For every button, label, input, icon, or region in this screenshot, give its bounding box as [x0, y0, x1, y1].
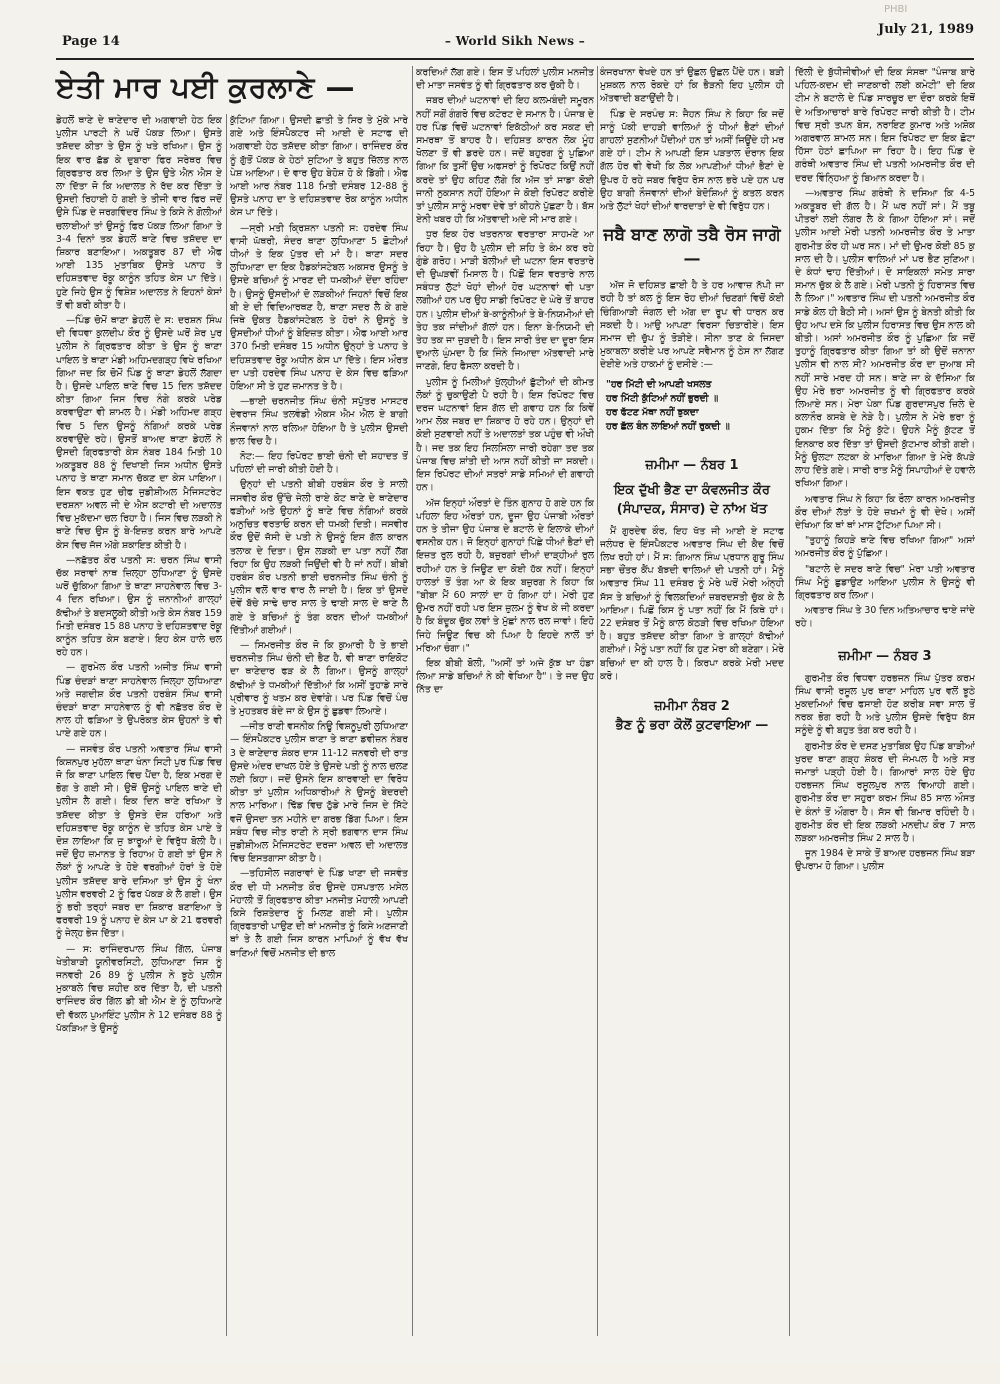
- paragraph: —ਨਛੱਤਰ ਕੌਰ ਪਤਨੀ ਸ: ਚਰਨ ਸਿੰਘ ਵਾਸੀ ਚੱਕ ਸਰਾਵਾਂ ਨਾਥ ਜ਼ਿਲ੍ਹਾ ਲੁਧਿਆਣਾ ਨੂੰ ਉਸਦੇ ਘਰੋਂ ਚੁੱਕਿਆ ਗਿਆ ਤੇ ਥਾਣਾ ਸਾਹਨੇਵਾਲ ਵਿਚ 3-4 ਦਿਨ ਰਖਿਆ। ਉਸ ਨੂੰ ਜ਼ਨਾਨੀਆਂ ਗਾਲ੍ਹਾਂ ਕੱਢੀਆਂ ਤੇ ਬਦਸਲੂਕੀ ਕੀਤੀ ਅਤੇ ਕੇਸ ਨੰਬਰ 159 ਮਿਤੀ ਦਸੰਬਰ 15 88 ਪਨਾਹ ਤੇ ਦਹਿਸ਼ਤਵਾਦ ਰੋਕੂ ਕਾਨੂੰਨ ਤਹਿਤ ਕੇਸ ਬਣਾਏ। ਇਹ ਕੇਸ ਹਾਲੇ ਚਲ ਰਹੇ ਹਨ।: [56, 554, 222, 659]
- paragraph: ਦਿੱਲੀ ਦੇ ਬੁੱਧੀਜੀਵੀਆਂ ਦੀ ਇਕ ਸੰਸਥਾ "ਪੰਜਾਬ ਬਾਰੇ ਪਹਿਲ-ਕਦਮ ਦੀ ਜਾਣਕਾਰੀ ਲਈ ਕਮੇਟੀ" ਦੀ ਇਕ ਟੀਮ ਨੇ ਬਟਾਲੇ ਦੇ ਪਿੰਡ ਸਾਰਚੂਰ ਦਾ ਦੌਰਾ ਕਰਕੇ ਇਥੋਂ ਦੇ ਅਤਿਆਚਾਰਾਂ ਬਾਰੇ ਰਿਪੋਰਟ ਜਾਰੀ ਕੀਤੀ ਹੈ। ਟੀਮ ਵਿਚ ਸ੍ਰੀ ਤਪਨ ਬੋਸ, ਨਰਾਇਣ ਕੁਮਾਰ ਅਤੇ ਅਸ਼ੋਕ ਅਗਰਵਾਲ ਸ਼ਾਮਲ ਸਨ। ਇਸ ਰਿਪੋਰਟ ਦਾ ਇਕ ਛੋਟਾ ਹਿੱਸਾ ਹੇਠਾਂ ਛਾਪਿਆ ਜਾ ਰਿਹਾ ਹੈ। ਇਹ ਪਿੰਡ ਦੇ ਗਰੰਥੀ ਅਵਤਾਰ ਸਿੰਘ ਦੀ ਪਤਨੀ ਅਮਰਜੀਤ ਕੌਰ ਦੀ ਦਰਦ ਵਿੰਨ੍ਹਿਆ ਨੂੰ ਬਿਆਨ ਕਰਦਾ ਹੈ।: [795, 67, 975, 184]
- paragraph: ਕਰਦਿਆਂ ਲੱਗ ਗਏ। ਇਸ ਤੋਂ ਪਹਿਲਾਂ ਪੁਲੀਸ ਮਨਜੀਤ ਦੀ ਮਾਤਾ ਜਸਵੰਤ ਨੂੰ ਵੀ ਗ੍ਰਿਫਤਾਰ ਕਰ ਚੁੱਕੀ ਹੈ।: [416, 67, 594, 92]
- article-column-3: [416, 66, 594, 1336]
- paragraph: ਡੇਹਲੋਂ ਥਾਣੇ ਦੇ ਥਾਣੇਦਾਰ ਦੀ ਅਗਵਾਈ ਹੇਠ ਇਕ ਪੁਲੀਸ ਪਾਰਟੀ ਨੇ ਘਰੋਂ ਪੱਕੜ ਲਿਆ। ਉਸਤੇ ਤਸ਼ੱਦਦ ਕੀਤਾ ਤੇ ਉਸ ਨੂੰ ਖਤੇ ਰਖਿਆ। ਉਸ ਨੂੰ ਇਕ ਵਾਰ ਛੱਡ ਕੇ ਦੁਬਾਰਾ ਫਿਰ ਸਰੇਥਰ ਵਿਚ ਗ੍ਰਿਫਤਾਰ ਕਰ ਲਿਆ ਤੇ ਉਸ ਉਤੇ ਐਨ ਐਸ ਏ ਲਾ ਦਿੱਤਾ ਜੋ ਕਿ ਅਦਾਲਤ ਨੇ ਰੱਦ ਕਰ ਦਿੱਤਾ ਤੇ ਉਸਦੀ ਰਿਹਾਈ ਹੋ ਗਈ ਤੇ ਤੀਜੀ ਵਾਰ ਫਿਰ ਜਦੋਂ ਉਸੇ ਪਿੰਡ ਦੇ ਜਰਗਵਿੰਦਰ ਸਿੰਘ ਤੇ ਕਿਸੇ ਨੇ ਗੋਲੀਆਂ ਚਲਾਈਆਂ ਤਾਂ ਉਸਨੂੰ ਫਿਰ ਪੱਕੜ ਲਿਆ ਗਿਆ ਤੇ 3-4 ਦਿਨਾਂ ਤਕ ਡੇਹਲੋਂ ਥਾਣੇ ਵਿਚ ਤਸ਼ੱਦਦ ਦਾ ਸ਼ਿਕਾਰ ਬਣਾਇਆ। ਅਕਤੂਬਰ 87 ਦੀ ਐਫ ਆਈ 135 ਮੁਤਾਬਿਕ ਉਸਤੇ ਪਨਾਹ ਤੇ ਦਹਿਸ਼ਤਵਾਦ ਰੋਕੂ ਕਾਨੂੰਨ ਤਹਿਤ ਕੇਸ ਪਾ ਦਿੱਤੇ। ਹੁਣੇ ਜਿਹੇ ਉਸ ਨੂੰ ਵਿਸ਼ੇਸ਼ ਅਦਾਲਤ ਨੇ ਇਹਨਾਂ ਕੇਸਾਂ ਤੋਂ ਵੀ ਬਰੀ ਕੀਤਾ ਹੈ।: [56, 115, 222, 311]
- poem-line: "ਹਰ ਮਿੱਟੀ ਦੀ ਆਪਣੀ ਖਸਲਤ: [606, 378, 712, 390]
- paragraph: ਕੁੱਟਿਆ ਗਿਆ। ਉਸਦੀ ਛਾਤੀ ਤੇ ਸਿਰ ਤੇ ਮੁੱਕੇ ਮਾਰੇ ਗਏ ਅਤੇ ਇੰਸਪੈਕਟਰ ਜੀ ਆਈ ਦੇ ਸਟਾਫ ਦੀ ਅਗਵਾਈ ਹੇਠ ਤਸ਼ੱਦਦ ਕੀਤਾ ਗਿਆ। ਰਾਜਿੰਦਰ ਕੌਰ ਨੂੰ ਗੁੱਤੋਂ ਪੱਕੜ ਕੇ ਹੇਠਾਂ ਸੁਟਿਆ ਤੇ ਬਹੁਤ ਜ਼ਿੱਲਤ ਨਾਲ ਪੇਸ਼ ਆਇਆ। ਦੋ ਵਾਰ ਉਹ ਬੇਹੋਸ਼ ਹੋ ਕੇ ਡਿੱਗੀ। ਐਫ ਆਈ ਆਰ ਨੰਬਰ 118 ਮਿਤੀ ਦਸੰਬਰ 12-88 ਨੂੰ ਉਸਤੇ ਪਨਾਹ ਦਾ ਤੇ ਦਹਿਸ਼ਤਵਾਦ ਰੋਕ ਕਾਨੂੰਨ ਅਧੀਨ ਕੇਸ ਪਾ ਦਿੱਤੇ।: [230, 115, 408, 219]
- paragraph: ਨੋਟ:— ਇਹ ਰਿਪੋਰਟ ਭਾਈ ਚੰਨੀ ਦੀ ਸ਼ਹਾਦਤ ਤੋਂ ਪਹਿਲਾਂ ਦੀ ਜਾਰੀ ਕੀਤੀ ਹੋਈ ਹੈ।: [230, 451, 408, 476]
- paragraph: ਧੁਰ ਇਕ ਹੋਰ ਖਤਰਨਾਕ ਵਰਤਾਰਾ ਸਾਹਮਣੇ ਆ ਰਿਹਾ ਹੈ। ਉਹ ਹੈ ਪੁਲੀਸ ਦੀ ਸ਼ਹਿ ਤੇ ਕੰਮ ਕਰ ਰਹੇ ਗੁੰਡੇ ਗਰੋਹ। ਮਾੜੀ ਬੋਲੀਆਂ ਦੀ ਘਟਨਾ ਇਸ ਵਰਤਾਰੇ ਦੀ ਉਘੜਵੀਂ ਮਿਸਾਲ ਹੈ। ਪਿੱਛੋਂ ਇਸ ਵਰਤਾਰੇ ਨਾਲ ਸਬੰਧਤ ਲੁੱਟਾਂ ਖੋਹਾਂ ਦੀਆਂ ਹੋਰ ਘਟਨਾਵਾਂ ਵੀ ਪਤਾ ਲਗੀਆਂ ਹਨ ਪਰ ਉਹ ਸਾਡੀ ਰਿਪੋਰਟ ਦੇ ਘੇਰੇ ਤੋਂ ਬਾਹਰ ਹਨ। ਪੁਲੀਸ ਦੀਆਂ ਬੇ-ਕਾਨੂੰਨੀਆਂ ਤੇ ਬੇ-ਨਿਯਮੀਆਂ ਦੀ ਤੇਹ ਤਕ ਜਾਂਦੀਆਂ ਗੱਲਾਂ ਹਨ। ਇਨਾ ਬੇ-ਨਿਯਮੀ ਦੀ ਤੇਹ ਤਕ ਜਾ ਜੁੜਦੀ ਹੈ। ਇਸ ਸਾਰੀ ਤੰਦ ਦਾ ਦੂਰਾ ਇਸ ਦੁਆਲੇ ਘੁੰਮਦਾ ਹੈ ਕਿ ਜਿੰਨੇ ਜਿਆਦਾ ਅੱਤਵਾਦੀ ਮਾਰੇ ਜਾਣਗੇ, ਇਹ ਫੈਸਲਾ ਕਰਦੀ ਹੈ।: [416, 229, 594, 373]
- appendix-2-title: ਜ਼ਮੀਮਾ ਨੰਬਰ 2: [654, 699, 730, 715]
- paragraph: ਕੰਜਰਖਾਨਾ ਵੇਖਦੇ ਹਨ ਤਾਂ ਉਛਲ ਉਛਲ ਪੈਂਦੇ ਹਨ। ਬੜੀ ਮੁਸ਼ਕਲ ਨਾਲ ਰੋਕਦੇ ਹਾਂ ਕਿ ਭੈੜਨੀ ਇਹ ਪੁਲੀਸ ਹੀ ਅੱਤਵਾਦੀ ਬਣਾਉਂਦੀ ਹੈ।: [600, 67, 784, 105]
- column-rule: [789, 66, 790, 1336]
- paragraph: — ਜਸਵੰਤ ਕੌਰ ਪਤਨੀ ਅਵਤਾਰ ਸਿੰਘ ਵਾਸੀ ਕਿਸ਼ਨਪੁਰ ਮੁਹੱਲਾ ਥਾਣਾ ਖੰਨਾ ਸਿਟੀ ਪੁਰ ਪਿੰਡ ਵਿਚ ਜੋ ਕਿ ਥਾਣਾ ਪਾਇਲ ਵਿਚ ਪੈਂਦਾ ਹੈ, ਇਕ ਮਰਗ ਦੇ ਭੋਗ ਤੇ ਗਈ ਸੀ। ਉਥੋਂ ਉਸਨੂੰ ਪਾਇਲ ਥਾਣੇ ਦੀ ਪੁਲੀਸ ਲੈ ਗਈ। ਇਕ ਦਿਨ ਥਾਣੇ ਰਖਿਆ ਤੇ ਤਸ਼ੱਦਦ ਕੀਤਾ ਤੇ ਉਸਤੇ ਦੋਸ਼ ਹਰਿਆ ਅਤੇ ਦਹਿਸ਼ਤਵਾਦ ਰੋਕੂ ਕਾਨੂੰਨ ਦੇ ਤਹਿਤ ਕੇਸ ਪਾਏ ਤੇ ਦੋਸ਼ ਲਾਇਆ ਕਿ ਜੁ ਝਾਰੂਆਂ ਦੇ ਵਿਰੁੱਧ ਬੋਲੀ ਹੈ। ਜਦੋਂ ਉਹ ਜ਼ਮਾਨਤ ਤੇ ਰਿਹਾਅ ਹੋ ਗਈ ਤਾਂ ਉਸ ਨੇ ਲੋਕਾਂ ਨੂੰ ਆਪਣੇ ਤੇ ਹੋਏ ਵਰਗੀਆਂ ਹੋਰਾਂ ਤੇ ਹੋਏ ਪੁਲੀਸ ਤਸ਼ੱਦਦ ਬਾਰੇ ਦਸਿਆ ਤਾਂ ਉਸ ਨੂੰ ਖੰਨਾ ਪੁਲੀਸ ਵਰਵਰੀ 2 ਨੂੰ ਫਿਰ ਪੱਕੜ ਕੇ ਲੈ ਗਈ। ਉਸ ਨੂੰ ਭਰੀ ਤਰ੍ਹਾਂ ਜਬਰ ਦਾ ਸ਼ਿਕਾਰ ਬਣਾਇਆ ਤੇ ਫਰਵਰੀ 19 ਨੂੰ ਪਨਾਹ ਦੇ ਕੇਸ ਪਾ ਕੇ 21 ਫਰਵਰੀ ਨੂੰ ਜੇਲ੍ਹ ਭੇਜ ਦਿੱਤਾ।: [56, 743, 222, 940]
- paragraph: — ਸ: ਰਾਜਿੰਦਰਪਾਲ ਸਿੰਘ ਗਿੱਲ, ਪੰਜਾਬ ਖੇਤੀਬਾੜੀ ਯੂਨੀਵਰਸਿਟੀ, ਲੁਧਿਆਣਾ ਜਿਸ ਨੂੰ ਜਨਵਰੀ 26 89 ਨੂੰ ਪੁਲੀਸ ਨੇ ਝੂਠੇ ਪੁਲੀਸ ਮੁਕਾਬਲੇ ਵਿਚ ਸ਼ਹੀਦ ਕਰ ਦਿੱਤਾ ਹੈ, ਦੀ ਪਤਨੀ ਰਾਜਿੰਦਰ ਕੌਰ ਗਿੱਲ ਡੀ ਬੀ ਐਮ ਏ ਨੂੰ ਲੁਧਿਆਣੇ ਦੀ ਵੱਕਲ ਪੁਆਇੰਟ ਪੁਲੀਸ ਨੇ 12 ਦਸੰਬਰ 88 ਨੂੰ ਪੱਕੜਿਆ ਤੇ ਉਸਨੂੰ: [56, 943, 222, 1034]
- paragraph: —ਭਾਈ ਚਰਨਜੀਤ ਸਿੰਘ ਚੰਨੀ ਸਪੁੱਤਰ ਮਾਸਟਰ ਦੇਵਰਾਜ ਸਿੰਘ ਤਲਵੰਡੀ ਐਕਸ ਐਮ ਐਲ ਏ ਬਾਗੀ ਨੌਜਵਾਨਾਂ ਨਾਲ ਰਲਿਆ ਹੋਇਆ ਹੈ ਤੇ ਪੁਲੀਸ ਉਸਦੀ ਭਾਲ ਵਿਚ ਹੈ।: [230, 396, 408, 447]
- poem-quote: [606, 378, 784, 434]
- appendix-2-subtitle: ਭੈਣ ਨੂੰ ਭਰਾ ਕੋਲੋਂ ਕੁਟਵਾਇਆ —: [615, 718, 769, 734]
- paragraph: ਅਵਤਾਰ ਸਿੰਘ ਤੇ 30 ਦਿਨ ਅਤਿਆਚਾਰ ਢਾਏ ਜਾਂਦੇ ਰਹੇ।: [795, 605, 975, 630]
- article-column-2: [230, 114, 408, 1384]
- main-headline: ਏਤੀ ਮਾਰ ਪਈ ਕੁਰਲਾਣੇ —: [56, 70, 355, 104]
- poem-line: ਹਰ ਫੱਟਣ ਮੱਥਾ ਨਹੀਂ ਝੁਕਦਾ: [606, 406, 699, 418]
- section-subheading: ਜਬੈ ਬਾਣ ਲਾਗੋ ਤਬੈ ਰੋਸ ਜਾਗੋ —: [603, 225, 781, 270]
- paragraph: ਇਕ ਬੀਬੀ ਬੋਲੀ, "ਅਸੀਂ ਤਾਂ ਅਜੇ ਕੁੱਝ ਖਾ ਹੰਡਾ ਲਿਆ ਸਾਡੇ ਬਚਿਆਂ ਨੇ ਕੀ ਵੇਖਿਆ ਹੈ"। ਤੇ ਜਦ ਉਹ ਨਿੱਤ ਦਾ: [416, 657, 594, 696]
- paragraph: ਪਿੰਡ ਦੇ ਸਰਪੰਚ ਸ: ਜੈਹਨ ਸਿੰਘ ਨੇ ਕਿਹਾ ਕਿ ਜਦੋਂ ਸਾਨੂੰ ਪੱਕੀ ਦਾਹੜੀ ਵਾਲਿਆਂ ਨੂੰ ਧੀਆਂ ਭੈਣਾਂ ਦੀਆਂ ਗਾਹਲਾਂ ਸੁਣਨੀਆਂ ਪੈਂਦੀਆਂ ਹਨ ਤਾਂ ਅਸੀਂ ਜਿਊਂਦੇ ਹੀ ਮਰ ਗਏ ਹਾਂ। ਟੀਮ ਨੇ ਆਪਣੀ ਇਸ ਪੜਤਾਲ ਦੌਰਾਨ ਇਕ ਗੱਲ ਹੋਰ ਵੀ ਵੇਖੀ ਕਿ ਲੋਕ ਆਪਣੀਆਂ ਧੀਆਂ ਭੈਣਾਂ ਦੇ ਉਪਰ ਹੋ ਰਹੇ ਜਬਰ ਵਿਰੁੱਧ ਰੋਸ ਨਾਲ ਭਰੇ ਪਏ ਹਨ ਪਰ ਉਹ ਬਾਗੀ ਨੌਜਵਾਨਾਂ ਦੀਆਂ ਬੇਦੋਸ਼ਿਆਂ ਨੂੰ ਕਤਲ ਕਰਨ ਅਤੇ ਲੁੱਟਾਂ ਖੋਹਾਂ ਦੀਆਂ ਵਾਰਦਾਤਾਂ ਦੇ ਵੀ ਵਿਰੁੱਧ ਹਨ।: [600, 108, 784, 213]
- article-column-5: [795, 66, 975, 1336]
- publication-title: – World Sikh News –: [444, 34, 586, 48]
- appendix-3-title: ਜ਼ਮੀਮਾ — ਨੰਬਰ 3: [838, 648, 932, 664]
- paragraph: "ਤੁਹਾਨੂੰ ਕਿਹੜੇ ਥਾਣੇ ਵਿਚ ਰਖਿਆ ਗਿਆ" ਅਸਾਂ ਅਮਰਜੀਤ ਕੌਰ ਨੂੰ ਪੁੱਛਿਆ।: [795, 535, 975, 560]
- poem-line: ਹਰ ਮਿੱਟੀ ਕੁੱਟਿਆਂ ਨਹੀਂ ਭੁਰਦੀ ॥: [606, 392, 718, 404]
- page-number: Page 14: [62, 34, 120, 49]
- paragraph: —ਸ੍ਰੀ ਮਤੀ ਕ੍ਰਿਸ਼ਨਾ ਪਤਨੀ ਸ: ਹਰਦੇਵ ਸਿੰਘ ਵਾਸੀ ਘੱਥਰੀ, ਸੰਦਰ ਥਾਣਾ ਲੁਧਿਆਣਾ 5 ਛੋਟੀਆਂ ਧੀਆਂ ਤੇ ਇਕ ਪੁੱਤਰ ਦੀ ਮਾਂ ਹੈ। ਥਾਣਾ ਸਦਰ ਲੁਧਿਆਣਾ ਦਾ ਇਕ ਹੈਡਕਾਂਸਟੇਬਲ ਅਕਸਰ ਉਸਨੂੰ ਤੇ ਉਸਦੇ ਬਚਿਆਂ ਨੂੰ ਮਾਰਣ ਦੀ ਧਮਕੀਆਂ ਦੇਂਦਾ ਰਹਿੰਦਾ ਹੈ। ਉਸਨੂੰ ਉਸਦੀਆਂ ਦੋ ਲੜਕੀਆਂ ਜਿਹਨਾਂ ਵਿਚੋਂ ਇਕ ਬੀ ਏ ਦੀ ਵਿਦਿਆਰਥਣ ਹੈ, ਥਾਣਾ ਸਦਰ ਲੈ ਕੇ ਗਏ ਜਿਥੇ ਉਕਤ ਹੈਡਕਾਂਸਟੇਬਲ ਤੇ ਹੋਰਾਂ ਨੇ ਉਸਨੂੰ ਤੇ ਉਸਦੀਆਂ ਧੀਆਂ ਨੂੰ ਬੇਇਜ਼ਤ ਕੀਤਾ। ਐਫ ਆਈ ਆਰ 370 ਮਿਤੀ ਦਸੰਬਰ 15 ਅਧੀਨ ਉਨ੍ਹਾਂ ਤੇ ਪਨਾਹ ਤੇ ਦਹਿਸ਼ਤਵਾਦ ਰੋਕੂ ਅਧੀਨ ਕੇਸ ਪਾ ਦਿੱਤੇ। ਇਸ ਔਰਤ ਦਾ ਪਤੀ ਹਰਦੇਵ ਸਿੰਘ ਪਨਾਹ ਦੇ ਕੇਸ ਵਿਚ ਫੜਿਆ ਹੋਇਆ ਸੀ ਤੇ ਹੁਣ ਜ਼ਮਾਨਤ ਤੇ ਹੈ।: [230, 222, 408, 393]
- column-rule: [226, 114, 227, 1336]
- paragraph: "ਬਟਾਲੇ ਦੇ ਸਦਰ ਥਾਣੇ ਵਿਚ" ਮੇਰਾ ਪਤੀ ਅਵਤਾਰ ਸਿੰਘ ਮੈਨੂੰ ਛੁਡਾਉਣ ਆਇਆ ਪੁਲੀਸ ਨੇ ਉਸਨੂੰ ਵੀ ਗ੍ਰਿਫਤਾਰ ਕਰ ਲਿਆ।: [795, 563, 975, 601]
- paragraph: ਅੱਜ ਇਨ੍ਹਾਂ ਔਰਤਾਂ ਦੇ ਤਿੰਨ ਗੁਨਾਹ ਹੋ ਗਏ ਹਨ ਕਿ ਪਹਿਲਾ ਇਹ ਔਰਤਾਂ ਹਨ, ਦੂਜਾ ਉਹ ਪੰਜਾਬੀ ਔਰਤਾਂ ਹਨ ਤੇ ਤੀਜਾ ਉਹ ਪੰਜਾਬ ਦੇ ਬਟਾਲੇ ਦੇ ਇਲਾਕੇ ਦੀਆਂ ਵਸਨੀਕ ਹਨ। ਜੋ ਇਨ੍ਹਾਂ ਗੁਨਾਹਾਂ ਪਿੱਛੇ ਧੀਆਂ ਭੈਣਾਂ ਦੀ ਇਜ਼ਤ ਰੁਲ ਰਹੀ ਹੈ, ਬਜ਼ੁਰਗਾਂ ਦੀਆਂ ਦਾੜ੍ਹੀਆਂ ਰੁਲ ਰਹੀਆਂ ਹਨ ਤੇ ਜਿਊਣ ਦਾ ਕੋਈ ਹੱਕ ਨਹੀਂ। ਇਨ੍ਹਾਂ ਹਾਲਤਾਂ ਤੋਂ ਤੰਗ ਆ ਕੇ ਇਕ ਬਜ਼ੁਰਗ ਨੇ ਕਿਹਾ ਕਿ "ਬੀਬਾ ਮੈਂ 60 ਸਾਲਾਂ ਦਾ ਹੋ ਗਿਆ ਹਾਂ। ਮੇਰੀ ਹੁਣ ਉਮਰ ਨਹੀਂ ਰਹੀ ਪਰ ਇਸ ਜ਼ੁਲਮ ਨੂੰ ਵੇਖ ਕੇ ਜੀ ਕਰਦਾ ਹੈ ਕਿ ਬੰਦੂਕ ਚੁੱਕ ਲਵਾਂ ਤੇ ਮੁੱਛਾਂ ਨਾਲ ਰਲ ਜਾਵਾਂ। ਇਹੋ ਜਿਹੇ ਜਿਊਣ ਵਿਚ ਕੀ ਪਿਆ ਹੈ ਇਹਦੇ ਨਾਲੋਂ ਤਾਂ ਮਰਿਆ ਚੰਗਾ।": [416, 497, 594, 654]
- paragraph: ਪੁਲੀਸ ਨੂੰ ਮਿਲੀਆਂ ਖੁੱਲ੍ਹੀਆਂ ਛੁੱਟੀਆਂ ਦੀ ਕੀਮਤ ਲੋਕਾਂ ਨੂੰ ਚੁਕਾਉਣੀ ਪੈ ਰਹੀ ਹੈ। ਇਸ ਰਿਪੋਰਟ ਵਿਚ ਦਰਜ ਘਟਨਾਵਾਂ ਇਸ ਗੱਲ ਦੀ ਗਵਾਹ ਹਨ ਕਿ ਕਿਵੇਂ ਆਮ ਲੋਕ ਜਬਰ ਦਾ ਸ਼ਿਕਾਰ ਹੋ ਰਹੇ ਹਨ। ਉਨ੍ਹਾਂ ਦੀ ਕੋਈ ਸੁਣਵਾਈ ਨਹੀਂ ਤੇ ਅਦਾਲਤਾਂ ਤਕ ਪਹੁੰਚ ਵੀ ਔਖੀ ਹੈ। ਜਦ ਤਕ ਇਹ ਸਿਲਸਿਲਾ ਜਾਰੀ ਰਹੇਗਾ ਤਦ ਤਕ ਪੰਜਾਬ ਵਿਚ ਸ਼ਾਂਤੀ ਦੀ ਆਸ ਨਹੀਂ ਕੀਤੀ ਜਾ ਸਕਦੀ। ਇਸ ਰਿਪੋਰਟ ਦੀਆਂ ਸਤਰਾਂ ਸਾਡੇ ਸਮਿਆਂ ਦੀ ਗਵਾਹੀ ਹਨ।: [416, 376, 594, 494]
- paragraph: ਗੁਰਮੀਤ ਕੌਰ ਦੇ ਦਸਣ ਮੁਤਾਬਿਕ ਉਹ ਪਿੰਡ ਬਾੜੀਆਂ ਖੁਰਦ ਥਾਣਾ ਗੜ੍ਹ ਸ਼ੰਕਰ ਦੀ ਜੰਮਪਲ ਹੈ ਅਤੇ ਸਤ ਜਮਾਤਾਂ ਪੜ੍ਹੀ ਹੋਈ ਹੈ। ਗਿਆਰਾਂ ਸਾਲ ਹੋਏ ਉਹ ਹਰਭਜਨ ਸਿੰਘ ਰਸੂਲਪੁਰ ਨਾਲ ਵਿਆਹੀ ਗਈ। ਗੁਰਮੀਤ ਕੌਰ ਦਾ ਸਹੁਰਾ ਕਰਮ ਸਿੰਘ 85 ਸਾਲ ਔਸਤ ਦੇ ਕੰਨਾਂ ਤੋਂ ਔਗਰਾ ਹੈ। ਸੱਸ ਵੀ ਬਿਮਾਰ ਰਹਿੰਦੀ ਹੈ। ਗੁਰਮੀਤ ਕੌਰ ਦੀ ਇਕ ਲੜਕੀ ਮਨਦੀਪ ਕੌਰ 7 ਸਾਲ ਲੜਕਾ ਅਮਰਜੀਤ ਸਿੰਘ 2 ਸਾਲ ਹੈ।: [795, 740, 975, 844]
- poem-line: ਹਰ ਛੱਲ ਬੰਨ ਲਾਇਆਂ ਨਹੀਂ ਰੁਕਦੀ ॥: [606, 420, 730, 432]
- column-rule: [597, 66, 598, 1336]
- appendix-1-subtitle: ਇਕ ਦੁੱਖੀ ਭੈਣ ਦਾ ਕੰਵਲਜੀਤ ਕੌਰ (ਸੰਪਾਦਕ, ਸੰਸਾਰ) ਦੇ ਨਾਂਅ ਖੱਤ: [614, 482, 770, 517]
- column-rule: [412, 66, 413, 1336]
- article-column-4: [600, 66, 784, 1336]
- paragraph: ਅੱਜ ਜੋ ਦਹਿਸ਼ਤ ਛਾਈ ਹੈ ਤੇ ਹਰ ਆਵਾਜ਼ ਨੱਪੀ ਜਾ ਰਹੀ ਹੈ ਤਾਂ ਕਲ ਨੂੰ ਇਸ ਰੋਹ ਦੀਆਂ ਚਿਣਗਾਂ ਵਿਚੋਂ ਕੋਈ ਚਿੰਗਿਆੜੀ ਜੰਗਲ ਦੀ ਅੱਗ ਦਾ ਰੂਪ ਵੀ ਧਾਰਨ ਕਰ ਸਕਦੀ ਹੈ। ਆਉ ਆਪਣਾ ਵਿਰਸਾ ਚਿਤਾਰੀਏ। ਇਸ ਸਮਾਜ ਦੀ ਚੁੱਪ ਨੂੰ ਤੋੜੀਏ। ਸੀਨਾ ਤਾਣ ਕੇ ਜਿਸਦਾ ਮੁਕਾਬਲਾ ਕਰੀਏ ਪਰ ਆਪਣੇ ਸਵੈਮਾਨ ਨੂੰ ਠੇਸ ਨਾ ਲੱਗਣ ਦੇਈਏ ਅਤੇ ਹਾਕਮਾਂ ਨੂੰ ਦਸੀਏ :—: [600, 280, 784, 371]
- paragraph: — ਸਿਮਰਜੀਤ ਕੌਰ ਜੋ ਕਿ ਕੁਆਰੀ ਹੈ ਤੇ ਭਾਈ ਚਰਨਜੀਤ ਸਿੰਘ ਚੰਨੀ ਦੀ ਭੈਣ ਹੈ, ਵੀ ਥਾਣਾ ਰਾਇਕੋਟ ਦਾ ਥਾਣੇਦਾਰ ਫੜ ਕੇ ਲੈ ਗਿਆ। ਉਸਨੂੰ ਗਾਲ੍ਹਾਂ ਕੱਢੀਆਂ ਤੇ ਧਮਕੀਆਂ ਦਿੱਤੀਆਂ ਕਿ ਅਸੀਂ ਤੁਹਾਡੇ ਸਾਰੇ ਪ੍ਰੀਵਾਰ ਨੂੰ ਖਤਮ ਕਰ ਦੇਵਾਂਗੇ। ਪਰ ਪਿੰਡ ਵਿਚੋਂ ਪੰਚ ਤੇ ਮੁਹਤਬਰ ਬੰਦੇ ਜਾ ਕੇ ਉਸ ਨੂੰ ਛੁਡਵਾ ਲਿਆਏ।: [230, 639, 408, 717]
- paragraph: ਜੂਨ 1984 ਦੇ ਸਾਕੇ ਤੋਂ ਬਾਅਦ ਹਰਭਜਨ ਸਿੰਘ ਬੜਾ ਉਪਰਾਮ ਹੋ ਗਿਆ। ਪੁਲੀਸ: [795, 848, 975, 873]
- paragraph: ਗੁਰਮੀਤ ਕੌਰ ਵਿਧਵਾ ਹਰਭਜਨ ਸਿੰਘ ਪੁੱਤਰ ਕਰਮ ਸਿੰਘ ਵਾਸੀ ਰਸੂਲ ਪੁਰ ਥਾਣਾ ਮਾਹਿਲ ਪੁਰ ਵਲੋਂ ਝੂਠੇ ਮੁਕਦਮਿਆਂ ਵਿਚ ਫਸਾਈ ਹੋਣ ਕਰੀਬ ਸਵਾ ਸਾਲ ਤੋਂ ਨਰਕ ਭੋਗ ਰਹੀ ਹੈ ਅਤੇ ਪੁਲੀਸ ਉਸਦੇ ਵਿਰੁੱਧ ਕੱਸ ਸਨੂੰਦੇ ਨੂੰ ਵੀ ਬਹੁਤ ਤੰਗ ਕਰ ਰਹੀ ਹੈ।: [795, 672, 975, 737]
- paragraph: ਜਬਰ ਦੀਆਂ ਘਟਨਾਵਾਂ ਦੀ ਇਹ ਕਲਮਬੰਦੀ ਸਮੂਰਨ ਨਹੀਂ ਸਗੋਂ ਗੰਗਰੋ ਵਿਚ ਕਟੋਰਟ ਦੇ ਸਮਾਨ ਹੈ। ਪੰਜਾਬ ਦੇ ਹਰ ਪਿੰਡ ਵਿਚੋਂ ਘਟਨਾਵਾਂ ਇਕੱਠੀਆਂ ਕਰ ਸਕਣ ਦੀ ਸਮਰਥਾ ਤੋਂ ਬਾਹਰ ਹੈ। ਦਹਿਸ਼ਤ ਕਾਰਨ ਲੋਕ ਮੂੰਹ ਖੋਲਣਾ ਤੋਂ ਵੀ ਡਰਦੇ ਹਨ। ਜਦੋਂ ਬਹੁਰਗ ਨੂੰ ਪੁਛਿਆ ਗਿਆ ਕਿ ਤੁਸੀਂ ਉਚ ਅਫਸਰਾਂ ਨੂੰ ਰਿਪੋਰਟ ਕਿਉਂ ਨਹੀਂ ਕਰਦੇ ਤਾਂ ਉਹ ਕਹਿਣ ਲੱਗੇ ਕਿ ਅੱਜ ਤਾਂ ਸਾਡਾ ਕੋਈ ਜਾਨੀ ਨੁਕਸਾਨ ਨਹੀਂ ਹੋਇਆ ਜੇ ਕੋਈ ਰਿਪੋਰਟ ਕਰੀਏ ਤਾਂ ਪੁਲੀਸ ਸਾਨੂੰ ਮਰਵਾ ਦੇਵੇ ਤਾਂ ਕੀਹਨੇ ਪੁੱਛਣਾ ਹੈ। ਬੱਸ ਏਨੀ ਖਬਰ ਹੀ ਕਿ ਅੱਤਵਾਦੀ ਅਦੇ ਸੀ ਮਾਰ ਗਏ।: [416, 95, 594, 226]
- archive-stamp: PHBI: [884, 4, 908, 15]
- paragraph: ਅਵਤਾਰ ਸਿੰਘ ਨੇ ਕਿਹਾ ਕਿ ਰੌਲਾ ਕਾਰਨ ਅਮਰਜੀਤ ਕੌਰ ਦੀਆਂ ਲੱਤਾਂ ਤੇ ਹੋਏ ਜ਼ਖਮਾਂ ਨੂੰ ਵੀ ਦੇਖੋ। ਅਸੀਂ ਦੇਖਿਆ ਕਿ ਥਾਂ ਥਾਂ ਮਾਸ ਟੁੱਟਿਆ ਪਿਆ ਸੀ।: [795, 493, 975, 531]
- paragraph: —ਅਵਤਾਰ ਸਿੰਘ ਗਰੰਥੀ ਨੇ ਦਸਿਆ ਕਿ 4-5 ਅਕਤੂਬਰ ਦੀ ਗੱਲ ਹੈ। ਮੈਂ ਘਰ ਨਹੀਂ ਸਾਂ। ਮੈਂ ਤਬੂ ਪੀਤਰਾਂ ਲਈ ਲੰਗਰ ਲੈ ਕੇ ਗਿਆ ਹੋਇਆ ਸਾਂ। ਜਦੋਂ ਪੁਲੀਸ ਆਈ ਮੇਰੀ ਪਤਨੀ ਅਮਰਜੀਤ ਕੌਰ ਤੇ ਮਾਤਾ ਗੁਰਮੀਤ ਕੌਰ ਹੀ ਘਰ ਸਨ। ਮਾਂ ਦੀ ਉਮਰ ਕੋਈ 85 ਕੁ ਸਾਲ ਦੀ ਹੈ। ਪੁਲੀਸ ਵਾਲਿਆਂ ਮਾਂ ਪਰ ਭੈਣ ਸੁਣਿਆ। ਦੇ ਕੰਧਾਂ ਢਾਹ ਦਿੱਤੀਆਂ। ਦੋ ਸਾਇਕਲਾਂ ਸਮੇਤ ਸਾਰਾ ਸਮਾਨ ਚੁੱਕ ਕੇ ਲੈ ਗਏ। ਮੇਰੀ ਪਤਨੀ ਨੂੰ ਹਿਰਾਸਤ ਵਿਚ ਲੈ ਲਿਆ।" ਅਵਤਾਰ ਸਿੰਘ ਦੀ ਪਤਨੀ ਅਮਰਜੀਤ ਕੌਰ ਸਾਡੇ ਕੋਲ ਹੀ ਬੈਠੀ ਸੀ। ਅਸਾਂ ਉਸ ਨੂੰ ਬੇਨਤੀ ਕੀਤੀ ਕਿ ਉਹ ਆਪ ਦਸੇ ਕਿ ਪੁਲੀਸ ਹਿਰਾਸਤ ਵਿਚ ਉਸ ਨਾਲ ਕੀ ਬੀਤੀ। ਅਸਾਂ ਅਮਰਜੀਤ ਕੌਰ ਨੂੰ ਪੁਛਿਆ ਕਿ ਜਦੋਂ ਤੁਹਾਨੂੰ ਗ੍ਰਿਫਤਾਰ ਕੀਤਾ ਗਿਆ ਤਾਂ ਕੀ ਉਦੋਂ ਜ਼ਨਾਨਾ ਪੁਲੀਸ ਵੀ ਨਾਲ ਸੀ? ਅਮਰਜੀਤ ਕੌਰ ਦਾ ਜੁਆਬ ਸੀ ਨਹੀਂ ਸਾਰੇ ਮਰਦ ਹੀ ਸਨ। ਥਾਣੇ ਜਾ ਕੇ ਦੱਸਿਆ ਕਿ ਉਹ ਮੇਰੇ ਭਰਾ ਅਮਰਜੀਤ ਨੂੰ ਵੀ ਗ੍ਰਿਫਤਾਰ ਕਰਕੇ ਲਿਆਏ ਸਨ। ਮੇਰਾ ਪੇਕਾ ਪਿੰਡ ਗੁਰਦਾਸਪੁਰ ਜ਼ਿਲੇ ਦੇ ਕਲਾਨੌਰ ਕਸਬੇ ਦੇ ਨੇੜੇ ਹੈ। ਪੁਲੀਸ ਨੇ ਮੇਰੇ ਭਰਾ ਨੂੰ ਹੁਕਮ ਦਿੱਤਾ ਕਿ ਮੈਨੂੰ ਕੁੱਟੇ। ਉਹਨੇ ਮੈਨੂੰ ਕੁੱਟਣ ਤੋਂ ਇਨਕਾਰ ਕਰ ਦਿੱਤਾ ਤਾਂ ਉਸਦੀ ਕੁੱਟਮਾਰ ਕੀਤੀ ਗਈ। ਮੈਨੂੰ ਉਲਟਾ ਲਟਕਾ ਕੇ ਮਾਰਿਆ ਗਿਆ ਤੇ ਮੇਰੇ ਕੱਪੜੇ ਲਾਹ ਦਿੱਤੇ ਗਏ। ਸਾਰੀ ਰਾਤ ਮੈਨੂੰ ਸਿਪਾਹੀਆਂ ਦੇ ਹਵਾਲੇ ਰਖਿਆ ਗਿਆ।: [795, 187, 975, 490]
- paragraph: ਉਨ੍ਹਾਂ ਦੀ ਪਤਨੀ ਬੀਬੀ ਹਰਬੰਸ ਕੌਰ ਤੇ ਸਾਲੀ ਜਸਵੀਰ ਕੌਰ ਉੱਚੇ ਜੇਲੀ ਰਾਏ ਕੋਟ ਥਾਣੇ ਦੇ ਥਾਣੇਦਾਰ ਫੜੀਆਂ ਅਤੇ ਉਹਨਾਂ ਨੂੰ ਥਾਣੇ ਵਿਚ ਨੰਗਿਆਂ ਕਰਕੇ ਅਨੁਚਿਤ ਵਰਤਾਓ ਕਰਨ ਦੀ ਧਮਕੀ ਦਿਤੀ। ਜਸਵੀਰ ਕੌਰ ਉਦੋਂ ਜੱਸੀ ਦੇ ਪਤੀ ਨੇ ਉਸਨੂੰ ਇਸ ਗੱਲ ਕਾਰਨ ਤਲਾਕ ਦੇ ਦਿਤਾ। ਉਸ ਲੜਕੀ ਦਾ ਪਤਾ ਨਹੀਂ ਲੱਗ ਰਿਹਾ ਕਿ ਉਹ ਲੜਕੀ ਜਿਉਂਦੀ ਵੀ ਹੈ ਜਾਂ ਨਹੀਂ। ਬੀਬੀ ਹਰਬੰਸ ਕੌਰ ਪਤਨੀ ਭਾਈ ਚਰਨਜੀਤ ਸਿੰਘ ਚੰਨੀ ਨੂੰ ਪੁਲੀਸ ਵਲੋਂ ਵਾਰ ਵਾਰ ਲੈ ਜਾਈ ਹੈ। ਇਕ ਤਾਂ ਉਸਦੇ ਦੋਵੇਂ ਬੱਚੇ ਸਾਢੇ ਚਾਰ ਸਾਲ ਤੇ ਢਾਈ ਸਾਲ ਦੇ ਥਾਣੇ ਲੈ ਗਏ ਤੇ ਬਚਿਆਂ ਨੂੰ ਤੰਗ ਕਰਨ ਦੀਆਂ ਧਮਕੀਆਂ ਦਿੱਤੀਆਂ ਗਈਆਂ।: [230, 479, 408, 636]
- issue-date: July 21, 1989: [878, 22, 974, 37]
- paragraph: —ਜੀਤ ਰਾਣੀ ਵਸਨੀਕ ਨਿਊ ਵਿਸ਼ਨੂਪੁਰੀ ਲੁਧਿਆਣਾ— ਇੰਸਪੈਕਟਰ ਪੁਲੀਸ ਥਾਣਾ ਤੇ ਥਾਣਾ ਡਵੀਜ਼ਨ ਨੰਬਰ 3 ਦੇ ਥਾਣੇਦਾਰ ਸ਼ੰਕਰ ਦਾਸ 11-12 ਜਨਵਰੀ ਦੀ ਰਾਤ ਉਸਦੇ ਅੰਦਰ ਦਾਖਲ ਹੋਏ ਤੇ ਉਸਦੇ ਪਤੀ ਨੂੰ ਨਾਲ ਚਲਣ ਲਈ ਕਿਹਾ। ਜਦੋਂ ਉਸਨੇ ਇਸ ਕਾਰਵਾਈ ਦਾ ਵਿਰੋਧ ਕੀਤਾ ਤਾਂ ਪੁਲੀਸ ਅਧਿਕਾਰੀਆਂ ਨੇ ਉਸਨੂੰ ਬੇਦਰਦੀ ਨਾਲ ਮਾਰਿਆ। ਢਿੱਡ ਵਿਚ ਠੁੱਡੇ ਮਾਰੇ ਜਿਸ ਦੇ ਸਿੱਟੇ ਵਜੋਂ ਉਸਦਾ ਤਨ ਮਹੀਨੇ ਦਾ ਗਰਭ ਡਿੱਗ ਪਿਆ। ਇਸ ਸਬੰਧ ਵਿਚ ਜੀਤ ਰਾਣੀ ਨੇ ਸ੍ਰੀ ਭਗਵਾਨ ਦਾਸ ਸਿੰਘ ਜੁਡੀਸ਼ੀਅਲ ਮੈਜਿਸਟਰੇਟ ਦਰਜਾ ਅਵਲ ਦੀ ਅਦਾਲਤ ਵਿਚ ਇਸਤਗਾਸਾ ਕੀਤਾ ਹੈ।: [230, 721, 408, 865]
- article-column-1: [56, 114, 222, 1384]
- paragraph: —ਤਹਿਸੀਲ ਜਗਰਾਵਾਂ ਦੇ ਪਿੰਡ ਖਾਣਾ ਦੀ ਜਸਵੰਤ ਕੌਰ ਦੀ ਧੀ ਮਨਜੀਤ ਕੌਰ ਉਸਦੇ ਹਸਪਤਾਲ ਮਸੇਲ ਮੋਹਾਲੀ ਤੋਂ ਗ੍ਰਿਫਤਾਰ ਕੀਤਾ ਮਨਜੀਤ ਮੋਹਾਲੀ ਆਪਣੀ ਕਿਸੇ ਰਿਸ਼ਤੇਦਾਰ ਨੂੰ ਮਿਲਣ ਗਈ ਸੀ। ਪੁਲੀਸ ਗ੍ਰਿਫਤਾਰੀ ਪਾਉਣ ਦੀ ਥਾਂ ਮਨਜੀਤ ਨੂੰ ਕਿਸੇ ਅਣਜਾਣੀ ਥਾਂ ਤੇ ਲੈ ਗਈ ਜਿਸ ਕਾਰਨ ਮਾਪਿਆਂ ਨੂੰ ਵੱਖ ਵੱਖ ਥਾਣਿਆਂ ਵਿਚੋਂ ਮਨਜੀਤ ਦੀ ਭਾਲ: [230, 868, 408, 959]
- paragraph: ਮੈਂ ਗੁਰਦੇਵ ਕੌਰ, ਇਹ ਖੱਤ ਜੀ ਆਈ ਏ ਸਟਾਫ ਜਲੰਧਰ ਦੇ ਇੰਸਪੈਕਟਰ ਅਵਤਾਰ ਸਿੰਘ ਦੀ ਕੈਦ ਵਿਚੋਂ ਲਿਖ ਰਹੀ ਹਾਂ। ਮੈਂ ਸ: ਗਿਆਨ ਸਿੰਘ ਪ੍ਰਧਾਨ ਗੁਰੂ ਸਿੰਘ ਸਭਾ ਚੌਂਤਰ ਕੈਂਪ ਬੱਝਦੀ ਵਾਲਿਆਂ ਦੀ ਪਤਨੀ ਹਾਂ। ਮੈਨੂੰ ਅਵਤਾਰ ਸਿੰਘ 11 ਦਸੰਬਰ ਨੂੰ ਮੇਰੇ ਘਰੋਂ ਮੇਰੀ ਅੰਨ੍ਹੀ ਸੱਸ ਤੇ ਬਚਿਆਂ ਨੂੰ ਵਿਲਕਦਿਆਂ ਜ਼ਬਰਦਸਤੀ ਚੁੱਕ ਕੇ ਲੈ ਆਇਆ। ਪਿਛੋਂ ਕਿਸ ਨੂੰ ਪਤਾ ਨਹੀਂ ਕਿ ਮੈਂ ਕਿਥੇ ਹਾਂ। 22 ਦਸੰਬਰ ਤੋਂ ਮੈਨੂੰ ਕਾਲ ਕੋਠੜੀ ਵਿਚ ਰਖਿਆ ਹੋਇਆ ਹੈ। ਬਹੁਤ ਤਸ਼ੱਦਦ ਕੀਤਾ ਗਿਆ ਤੇ ਗਾਲ੍ਹਾਂ ਕੱਢੀਆਂ ਗਈਆਂ। ਮੈਨੂੰ ਪਤਾ ਨਹੀਂ ਕਿ ਹੁਣ ਮੇਰਾ ਕੀ ਬਣੇਗਾ। ਮੇਰੇ ਬਚਿਆਂ ਦਾ ਕੀ ਹਾਲ ਹੈ। ਕਿਰਪਾ ਕਰਕੇ ਮੇਰੀ ਮਦਦ ਕਰੋ।: [600, 525, 784, 682]
- paragraph: — ਗੁਰਮੇਲ ਕੌਰ ਪਤਨੀ ਅਜੀਤ ਸਿੰਘ ਵਾਸੀ ਪਿੰਡ ਚੰਦੜਾਂ ਥਾਣਾ ਸਾਹਨੇਵਾਲ ਜਿਲ੍ਹਾ ਲੁਧਿਆਣਾ ਅਤੇ ਜਗਦੀਸ਼ ਕੌਰ ਪਤਨੀ ਹਰਬੰਸ ਸਿੰਘ ਵਾਸੀ ਚੰਦੜਾਂ ਥਾਣਾ ਸਾਹਨੇਵਾਲ ਨੂੰ ਵੀ ਨਛੱਤਰ ਕੌਰ ਦੇ ਨਾਲ ਹੀ ਫੜਿਆ ਤੇ ਉਪਰੋਕਤ ਕੇਸ ਉਹਨਾਂ ਤੇ ਵੀ ਪਾਏ ਗਏ ਹਨ।: [56, 662, 222, 740]
- paragraph: —ਪਿੰਡ ਚੋਮੋਂ ਥਾਣਾ ਡੇਹਲੋਂ ਦੇ ਸ: ਦਰਸ਼ਨ ਸਿੰਘ ਦੀ ਵਿਧਵਾ ਕੁਲਦੀਪ ਕੌਰ ਨੂੰ ਉਸਦੇ ਘਰੋਂ ਸ਼ੇਰ ਪੁਰ ਪੁਲੀਸ ਨੇ ਗ੍ਰਿਫਤਾਰ ਕੀਤਾ ਤੇ ਉਸ ਨੂੰ ਥਾਣਾ ਪਾਇਲ ਤੇ ਥਾਣਾ ਮੰਡੀ ਅਹਿਮਦਗੜ੍ਹ ਵਿਖੇ ਰਖਿਆ ਗਿਆ ਜਦ ਕਿ ਚੋਮੋਂ ਪਿੰਡ ਨੂੰ ਥਾਣਾ ਡੇਹਲੋਂ ਲੱਗਦਾ ਹੈ। ਉਸਦੇ ਪਾਇਲ ਥਾਣੇ ਵਿਚ 15 ਦਿਨ ਤਸ਼ੱਦਦ ਕੀਤਾ ਗਿਆ ਜਿਸ ਵਿਚ ਨੰਗੇ ਕਰਕੇ ਪਰੇਡ ਕਰਵਾਉਣਾ ਵੀ ਸ਼ਾਮਲ ਹੈ। ਮੰਡੀ ਅਹਿਮਦ ਗੜ੍ਹ ਵਿਚ 5 ਦਿਨ ਉਸਨੂੰ ਨੰਗਿਆਂ ਕਰਕੇ ਪਰੇਡ ਕਰਵਾਉਂਦੇ ਰਹੇ। ਉਸਤੋਂ ਬਾਅਦ ਥਾਣਾ ਡੇਹਲੋਂ ਨੇ ਉਸਦੀ ਗ੍ਰਿਫਤਾਰੀ ਕੇਸ ਨੰਬਰ 184 ਮਿਤੀ 10 ਅਕਤੂਬਰ 88 ਨੂੰ ਦਿਖਾਈ ਜਿਸ ਅਧੀਨ ਉਸਤੇ ਪਨਾਹ ਤੇ ਥਾਣਾ ਸਮਾਨ ਚੱਕਣ ਦਾ ਕੇਸ ਪਾਇਆ। ਇਸ ਵਕਤ ਹੁਣ ਚੀਫ ਜੁਡੀਸ਼ੀਅਲ ਮੈਜਿਸਟਰੇਟ ਦਰਸ਼ਨਾ ਅਵਲ ਜੀ ਦੇ ਐਸ ਕਟਾਰੀ ਦੀ ਅਦਾਲਤ ਵਿਚ ਮੁਕੱਦਮਾ ਚਲ ਰਿਹਾ ਹੈ। ਜਿਸ ਵਿਚ ਲੜਕੀ ਨੇ ਥਾਣੇ ਵਿਚ ਉਸ ਨੂੰ ਬੇ-ਇਜ਼ਤ ਕਰਨ ਬਾਰੇ ਆਪਣੇ ਕੇਸ ਵਿਚ ਜੱਜ ਅੱਗੇ ਸ਼ਕਾਇਤ ਕੀਤੀ ਹੈ।: [56, 315, 222, 551]
- appendix-1-title: ਜ਼ਮੀਮਾ — ਨੰਬਰ 1: [645, 457, 739, 473]
- page-header: [56, 24, 974, 60]
